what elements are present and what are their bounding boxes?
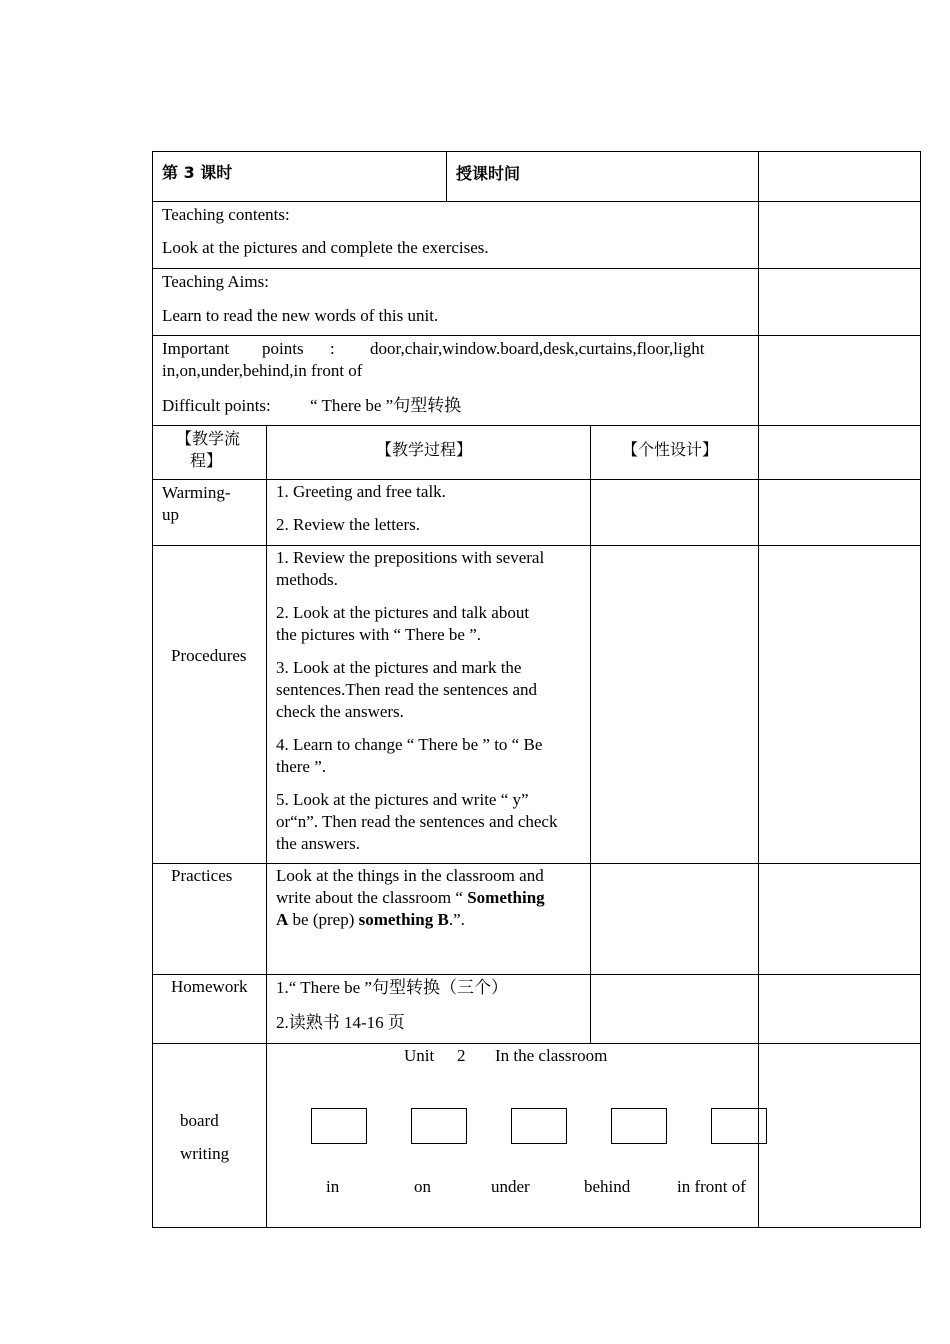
practices-a: A	[276, 910, 289, 929]
teaching-contents-text: Look at the pictures and complete the exercises.	[162, 238, 489, 257]
procedure-step-3: 3. Look at the pictures and mark the	[276, 658, 522, 677]
practices-something-b: something B	[358, 910, 449, 929]
lesson-number: 第 3 课时	[162, 163, 233, 182]
warming-up-label: Warming-	[162, 483, 231, 502]
important-points-label: Important	[162, 339, 230, 358]
procedure-step-5: 5. Look at the pictures and write “ y”	[276, 790, 529, 809]
important-points-colon: :	[330, 339, 335, 358]
column-divider	[446, 151, 447, 202]
process-header: 【教学过程】	[376, 440, 473, 459]
practices-end: .”.	[448, 910, 465, 929]
procedure-step-1-cont: methods.	[276, 570, 338, 589]
board-box	[411, 1108, 467, 1144]
procedure-step-1: 1. Review the prepositions with several	[276, 548, 545, 567]
flow-header-2: 程】	[190, 451, 223, 470]
procedure-step-4: 4. Learn to change “ There be ” to “ Be	[276, 735, 543, 754]
row-divider	[152, 863, 921, 864]
row-divider	[152, 1043, 921, 1044]
procedure-step-2-cont: the pictures with “ There be ”.	[276, 625, 482, 644]
procedure-step-5-cont: or“n”. Then read the sentences and check	[276, 812, 558, 831]
design-header: 【个性设计】	[622, 440, 719, 459]
teaching-contents-label: Teaching contents:	[162, 205, 290, 224]
important-points-label-2: points	[262, 339, 304, 358]
board-writing-label-2: writing	[180, 1144, 230, 1163]
row-divider	[152, 268, 921, 269]
board-box	[511, 1108, 567, 1144]
row-divider	[152, 201, 921, 202]
important-points-words-2: in,on,under,behind,in front of	[162, 361, 363, 380]
preposition-label: behind	[584, 1177, 631, 1196]
table-border-bottom	[152, 1227, 921, 1228]
flow-header: 【教学流	[176, 429, 241, 448]
practices-label: Practices	[171, 866, 233, 885]
difficult-points-label: Difficult points:	[162, 396, 271, 415]
preposition-label: under	[491, 1177, 530, 1196]
table-border-right	[920, 151, 921, 1228]
teaching-aims-label: Teaching Aims:	[162, 272, 269, 291]
practices-text: Look at the things in the classroom and	[276, 866, 544, 885]
procedures-label: Procedures	[171, 646, 247, 665]
procedure-step-4-cont: there ”.	[276, 757, 327, 776]
column-divider	[266, 425, 267, 1228]
difficult-points-text: “ There be ”句型转换	[310, 396, 462, 415]
unit-title: In the classroom	[495, 1046, 608, 1065]
warming-up-step: 1. Greeting and free talk.	[276, 482, 446, 501]
row-divider	[152, 974, 921, 975]
practices-something-a: Something	[467, 888, 545, 907]
column-divider	[590, 425, 591, 1044]
table-border-left	[152, 151, 153, 1228]
board-box	[711, 1108, 767, 1144]
homework-item-2: 2.读熟书 14-16 页	[276, 1013, 405, 1032]
teaching-time-label: 授课时间	[456, 164, 521, 183]
board-box	[311, 1108, 367, 1144]
teaching-aims-text: Learn to read the new words of this unit.	[162, 306, 439, 325]
homework-item-1: 1.“ There be ”句型转换（三个）	[276, 978, 508, 997]
unit-number: 2	[457, 1046, 466, 1065]
warming-up-step: 2. Review the letters.	[276, 515, 420, 534]
preposition-label: in front of	[677, 1177, 746, 1196]
unit-label: Unit	[404, 1046, 435, 1065]
important-points-words: door,chair,window.board,desk,curtains,floor,light	[370, 339, 705, 358]
preposition-label: in	[326, 1177, 340, 1196]
row-divider	[152, 335, 921, 336]
warming-up-label-2: up	[162, 505, 179, 524]
column-divider	[758, 151, 759, 1228]
row-divider	[152, 425, 921, 426]
procedure-step-2: 2. Look at the pictures and talk about	[276, 603, 530, 622]
practices-text-3	[276, 909, 465, 931]
procedure-step-3-cont: sentences.Then read the sentences and	[276, 680, 538, 699]
practices-text-2a: write about the classroom “	[276, 888, 468, 907]
procedure-step-5-cont: the answers.	[276, 834, 361, 853]
procedure-step-3-cont: check the answers.	[276, 702, 404, 721]
table-border-top	[152, 151, 921, 152]
homework-label: Homework	[171, 977, 248, 996]
preposition-label: on	[414, 1177, 431, 1196]
practices-be-prep: be (prep)	[288, 910, 359, 929]
row-divider	[152, 545, 921, 546]
practices-text-2	[276, 887, 545, 909]
row-divider	[152, 479, 921, 480]
board-box	[611, 1108, 667, 1144]
board-writing-label: board	[180, 1111, 219, 1130]
